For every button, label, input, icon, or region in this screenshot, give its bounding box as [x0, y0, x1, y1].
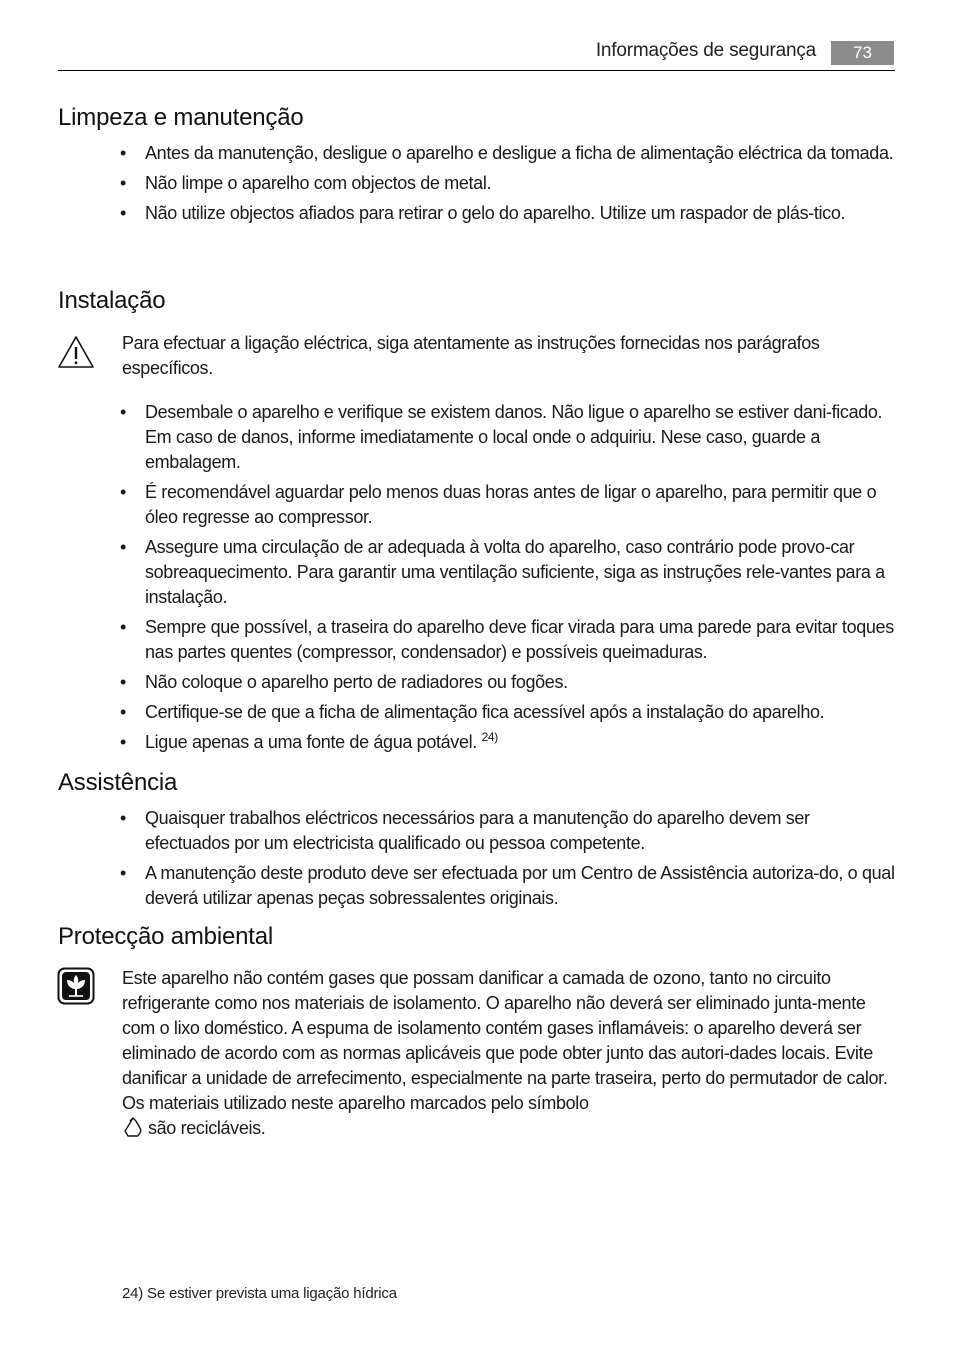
list-item: • É recomendável aguardar pelo menos duas horas antes de ligar o aparelho, para permitir que o óleo regresse ao compressor. [118, 480, 898, 530]
environment-text [122, 966, 898, 1145]
list-item: • A manutenção deste produto deve ser efectuada por um Centro de Assistência autoriza-do, o qual deverá utilizar apenas peças sobressalentes originais. [118, 861, 898, 911]
recycle-icon [122, 1116, 144, 1145]
heading-installation: Instalação [58, 287, 166, 314]
installation-list [118, 400, 898, 760]
list-item: • Desembale o aparelho e verifique se existem danos. Não ligue o aparelho se estiver dani-ficado. Em caso de danos, informe imediatamente o local onde o adquiriu. Nese caso, guarde a embalagem. [118, 400, 898, 475]
header-divider [58, 70, 895, 71]
list-item [118, 730, 898, 755]
header-title: Informações de segurança [595, 40, 816, 61]
list-item: • Certifique-se de que a ficha de alimentação fica acessível após a instalação do aparelho. [118, 700, 898, 725]
page-number: 73 [831, 41, 894, 65]
environment-text-end: são recicláveis. [148, 1118, 266, 1138]
footnote-reference: 24) [481, 730, 498, 744]
service-list [118, 806, 898, 916]
environment-text-body: Este aparelho não contém gases que possam danificar a camada de ozono, tanto no circuito refrigerante como nos materiais de isolamento. O aparelho não deverá ser eliminado junta-mente com o lixo doméstico. A espuma de isolamento contém gases inflamáveis: o aparelho deverá ser eliminado de acordo com as normas aplicáveis que pode obter junto das autori-dades locais. Evite danificar a unidade de arrefecimento, especialmente na parte traseira, perto do permutador de calor. Os materiais utilizado neste aparelho marcados pelo símbolo [122, 968, 888, 1113]
heading-environment: Protecção ambiental [58, 923, 273, 950]
list-item: • Não coloque o aparelho perto de radiadores ou fogões. [118, 670, 898, 695]
list-item: • Não limpe o aparelho com objectos de metal. [118, 171, 898, 196]
footnote: 24) Se estiver prevista uma ligação hídrica [122, 1285, 397, 1302]
warning-triangle-icon [56, 334, 96, 375]
heading-service: Assistência [58, 769, 178, 796]
list-item: • Antes da manutenção, desligue o aparelho e desligue a ficha de alimentação eléctrica da tomada. [118, 141, 898, 166]
flower-environment-icon [57, 967, 95, 1010]
cleaning-list [118, 141, 898, 231]
list-item: • Não utilize objectos afiados para retirar o gelo do aparelho. Utilize um raspador de plás-tico. [118, 201, 898, 226]
heading-cleaning: Limpeza e manutenção [58, 104, 304, 131]
list-item: • Assegure uma circulação de ar adequada à volta do aparelho, caso contrário pode provo-car sobreaquecimento. Para garantir uma ventilação suficiente, siga as instruções rele-vantes para a instalação. [118, 535, 898, 610]
list-item-text: Ligue apenas a uma fonte de água potável. [145, 732, 477, 752]
installation-warning-text: Para efectuar a ligação eléctrica, siga atentamente as instruções fornecidas nos parágrafos específicos. [122, 333, 820, 378]
list-item: • Quaisquer trabalhos eléctricos necessários para a manutenção do aparelho devem ser efectuados por um electricista qualificado ou pessoa competente. [118, 806, 898, 856]
list-item: • Sempre que possível, a traseira do aparelho deve ficar virada para uma parede para evitar toques nas partes quentes (compressor, condensador) e possíveis queimaduras. [118, 615, 898, 665]
